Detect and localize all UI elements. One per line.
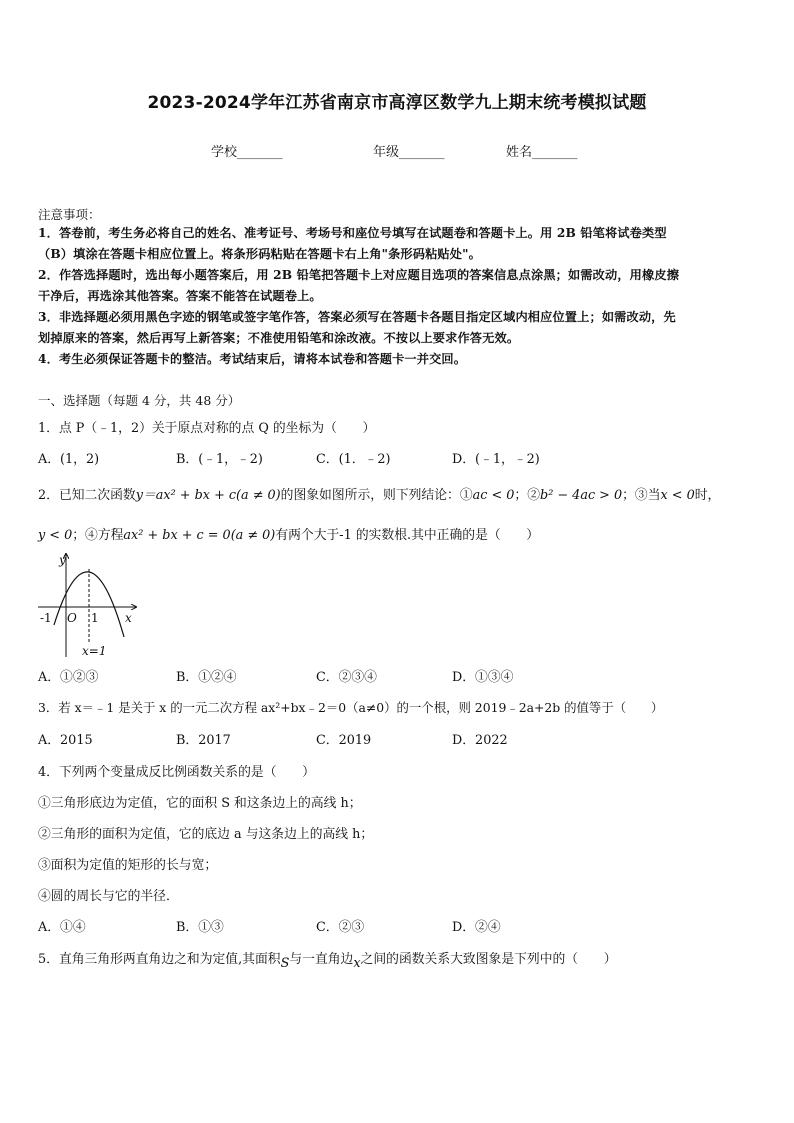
note-line: （B）填涂在答题卡相应位置上。将条形码粘贴在答题卡右上角"条形码粘贴处"。 [38, 247, 481, 261]
q2-text: ；② [514, 488, 540, 503]
q4-option-c: C．②③ [316, 920, 365, 935]
q1-option-a: A．(1，2) [38, 452, 100, 467]
q4-item: ③面积为定值的矩形的长与宽； [38, 858, 218, 873]
tick-one: 1 [91, 611, 99, 625]
q5-text: 之间的函数关系大致图象是下列中的（ ） [360, 952, 617, 967]
q2-option-c: C．②③④ [316, 670, 377, 685]
question-3-stem: 3．若 x＝﹣1 是关于 x 的一元二次方程 ax²+bx﹣2＝0（a≠0）的一个根，则 2019﹣2a+2b 的值等于（ ） [38, 700, 664, 715]
page-title: 2023-2024学年江苏省南京市高淳区数学九上期末统考模拟试题 [147, 93, 647, 113]
q2-formula: b² − 4ac > 0 [540, 488, 623, 503]
note-line: 干净后，再选涂其他答案。答案不能答在试题卷上。 [38, 289, 322, 303]
q1-option-c: C．(1．﹣2) [316, 452, 391, 467]
question-5-stem [38, 948, 617, 971]
note-line: 3．非选择题必须用黑色字迹的钢笔或签字笔作答，答案必须写在答题卡各题目指定区域内相应位置上；如需改动，先 [38, 310, 676, 324]
q4-option-a: A．①④ [38, 920, 86, 935]
q5-text: 与一直角边 [289, 952, 354, 967]
q2-formula: ax² + bx + c = 0(a ≠ 0) [123, 528, 276, 543]
q2-formula: x < 0 [660, 488, 695, 503]
q3-option-c: C．2019 [316, 733, 372, 748]
note-line: 1．答卷前，考生务必将自己的姓名、准考证号、考场号和座位号填写在试题卷和答题卡上。用 2B 铅笔将试卷类型 [38, 226, 667, 240]
q2-option-a: A．①②③ [38, 670, 99, 685]
q5-variable-s: S [280, 956, 290, 971]
y-axis-label: y [59, 553, 66, 567]
q4-item: ④圆的周长与它的半径． [38, 889, 179, 904]
q4-option-b: B．①③ [176, 920, 224, 935]
q2-text: 2．已知二次函数 [38, 488, 136, 503]
q4-item: ②三角形的面积为定值，它的底边 a 与这条边上的高线 h； [38, 827, 374, 842]
q1-option-b: B．(﹣1，﹣2) [176, 452, 263, 467]
section-heading: 一、选择题（每题 4 分，共 48 分） [38, 393, 241, 408]
q2-text: 的图象如图所示，则下列结论：① [280, 488, 473, 503]
q2-formula: y < 0 [38, 528, 73, 543]
q2-text: 时， [694, 488, 721, 503]
q2-text: ；④方程 [72, 528, 124, 543]
q2-text: ；③当 [622, 488, 661, 503]
x-axis-label: x [125, 611, 132, 625]
note-line: 2．作答选择题时，选出每小题答案后，用 2B 铅笔把答题卡上对应题目选项的答案信息点涂黑；如需改动，用橡皮擦 [38, 268, 680, 282]
school-field: 学校_______ [211, 145, 283, 160]
note-line: 4．考生必须保证答题卡的整洁。考试结束后，请将本试卷和答题卡一并交回。 [38, 352, 467, 366]
q5-variable-x: x [353, 956, 361, 971]
q1-option-d: D．(﹣1，﹣2) [452, 452, 540, 467]
question-4-stem: 4．下列两个变量成反比例函数关系的是（ ） [38, 765, 315, 780]
q2-text: 有两个大于-1 的实数根.其中正确的是（ ） [275, 528, 540, 543]
q4-item: ①三角形底边为定值，它的面积 S 和这条边上的高线 h； [38, 796, 362, 811]
q2-option-d: D．①③④ [452, 670, 514, 685]
tick-neg-one: -1 [40, 611, 52, 625]
name-field: 姓名_______ [506, 145, 578, 160]
q2-formula: y＝ax² + bx + c(a ≠ 0) [135, 488, 281, 503]
origin-label: O [67, 611, 77, 625]
q3-option-b: B．2017 [176, 733, 231, 748]
q3-option-a: A．2015 [38, 733, 93, 748]
question-2-stem-line1 [38, 484, 720, 503]
question-1-stem: 1．点 P（﹣1，2）关于原点对称的点 Q 的坐标为（ ） [38, 421, 376, 436]
grade-field: 年级_______ [373, 145, 445, 160]
note-line: 划掉原来的答案，然后再写上新答案；不准使用铅笔和涂改液。不按以上要求作答无效。 [38, 331, 520, 345]
q2-option-b: B．①②④ [176, 670, 237, 685]
q3-option-d: D．2022 [452, 733, 508, 748]
q2-formula: ac < 0 [472, 488, 515, 503]
question-2-stem-line2 [38, 524, 539, 543]
parabola-graph [36, 551, 140, 659]
q4-option-d: D．②④ [452, 920, 501, 935]
q5-text: 5．直角三角形两直角边之和为定值,其面积 [38, 952, 281, 967]
symmetry-label: x=1 [82, 644, 107, 658]
notes-heading: 注意事项： [38, 207, 101, 222]
